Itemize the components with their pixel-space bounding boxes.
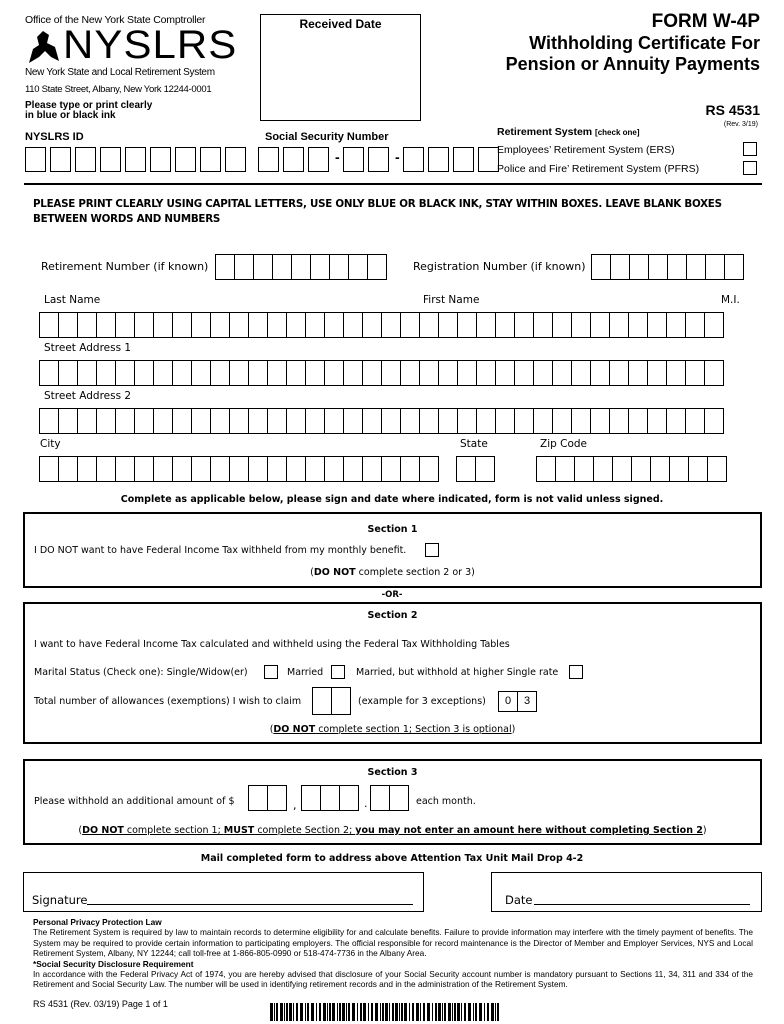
amount-hundreds-boxes[interactable]	[301, 785, 358, 811]
type-hint-2: in blue or black ink	[25, 110, 116, 121]
street-1-label: Street Address 1	[44, 342, 132, 354]
retirement-number-label: Retirement Number (if known)	[41, 260, 209, 273]
date-box[interactable]	[491, 872, 762, 912]
privacy-text: The Retirement System is required by law to maintain records to determine eligibility for and calculate benefits. Failure to provide information may interfere with the timely payment of benefits. The System may be required to provide certain information to participating employers. The official responsible for record maintenance is the Director of Member and Employer Services, NYS and Local Retirement System, Albany, NY 12244; call toll-free at 1-866-805-0990 or 518-474-7736 in the Albany Area.	[33, 927, 753, 959]
ssn-boxes[interactable]: - -	[258, 147, 503, 173]
example-label: (example for 3 exceptions)	[358, 696, 486, 707]
pfrs-label: Police and Fire’ Retirement System (PFRS)	[497, 163, 700, 175]
last-name-label: Last Name	[44, 294, 101, 306]
form-title: FORM W-4P	[651, 11, 760, 32]
amount-cents-boxes[interactable]	[370, 785, 408, 811]
state-boxes[interactable]	[456, 456, 494, 482]
marital-status-label: Marital Status (Check one): Single/Widow(er)	[34, 667, 248, 678]
section-1	[23, 512, 762, 588]
state-label: State	[460, 438, 488, 450]
form-subtitle-2: Pension or Annuity Payments	[505, 54, 760, 74]
nyslrs-logo	[25, 23, 238, 67]
registration-number-boxes[interactable]	[591, 254, 743, 280]
decimal-separator: .	[364, 797, 368, 810]
section-3-note: (DO NOT complete section 1; MUST complete Section 2; you may not enter an amount here without completing Section 2)	[78, 825, 707, 836]
mail-note: Mail completed form to address above Attention Tax Unit Mail Drop 4-2	[200, 853, 584, 864]
zip-label: Zip Code	[540, 438, 587, 450]
married-label: Married	[287, 667, 324, 678]
example-digit-2: 3	[517, 691, 537, 712]
ssn-disclosure-text: In accordance with the Federal Privacy Act of 1974, you are hereby advised that disclosure of your Social Security account number is mandatory pursuant to Sections 11, 34, 311 and 334 of the Retirement and Social Security Law. The number will be used in identifying retirement records and in the administration of the Retirement System.	[33, 969, 753, 990]
section-1-title: Section 1	[367, 524, 418, 535]
section-2	[23, 602, 762, 744]
retirement-number-boxes[interactable]	[215, 254, 386, 280]
section-2-title: Section 2	[367, 610, 418, 621]
ers-label: Employees’ Retirement System (ERS)	[497, 144, 675, 156]
pfrs-checkbox[interactable]	[743, 161, 757, 175]
single-checkbox[interactable]	[264, 665, 278, 679]
example-boxes	[498, 691, 536, 717]
logo-text: NYSLRS	[63, 23, 238, 67]
each-month-label: each month.	[416, 796, 476, 807]
date-line	[534, 904, 750, 905]
section-1-note: (DO NOT complete section 2 or 3)	[310, 567, 475, 578]
received-date-box	[260, 14, 421, 121]
form-number: RS 4531	[705, 102, 760, 118]
section-2-note: (DO NOT complete section 1; Section 3 is optional)	[269, 724, 516, 735]
married-checkbox[interactable]	[331, 665, 345, 679]
mi-label: M.I.	[721, 294, 740, 306]
section-1-text: I DO NOT want to have Federal Income Tax withheld from my monthly benefit.	[34, 545, 407, 556]
street-2-label: Street Address 2	[44, 390, 132, 402]
signature-line	[87, 904, 413, 905]
city-label: City	[40, 438, 61, 450]
nyslrs-id-boxes[interactable]	[25, 147, 250, 173]
example-digit-1: 0	[498, 691, 518, 712]
married-higher-checkbox[interactable]	[569, 665, 583, 679]
form-subtitle-1: Withholding Certificate For	[529, 33, 760, 53]
or-divider: -OR-	[381, 590, 403, 600]
city-boxes[interactable]	[39, 456, 438, 482]
zip-boxes[interactable]	[536, 456, 726, 482]
allowances-label: Total number of allowances (exemptions) I wish to claim	[34, 696, 302, 707]
date-label: Date	[505, 893, 533, 907]
privacy-section	[33, 917, 753, 990]
system-name: New York State and Local Retirement System	[25, 67, 215, 78]
instructions-line-2: BETWEEN WORDS AND NUMBERS	[33, 213, 221, 225]
section-3-text: Please withhold an additional amount of $	[34, 796, 235, 807]
header-divider	[24, 183, 762, 185]
instructions-line-1: PLEASE PRINT CLEARLY USING CAPITAL LETTERS, USE ONLY BLUE OR BLACK INK, STAY WITHIN BOXES. LEAVE BLANK BOXES	[33, 198, 722, 210]
ers-checkbox[interactable]	[743, 142, 757, 156]
section-2-text: I want to have Federal Income Tax calculated and withheld using the Federal Tax Withholding Tables	[34, 639, 510, 650]
footer-form-id: RS 4531 (Rev. 03/19) Page 1 of 1	[33, 999, 168, 1009]
statue-icon	[25, 27, 65, 65]
married-higher-label: Married, but withhold at higher Single rate	[356, 667, 559, 678]
office-label: Office of the New York State Comptroller	[25, 14, 206, 26]
section-3	[23, 759, 762, 845]
address: 110 State Street, Albany, New York 12244-0001	[25, 84, 212, 95]
complete-note: Complete as applicable below, please sign and date where indicated, form is not valid unless signed.	[120, 494, 664, 505]
retirement-system-label: Retirement System [check one]	[497, 126, 640, 138]
type-hint-1: Please type or print clearly	[25, 100, 153, 111]
ssn-disclosure-title: *Social Security Disclosure Requirement	[33, 958, 194, 969]
street-1-boxes[interactable]	[39, 360, 723, 386]
nyslrs-id-label: NYSLRS ID	[25, 131, 84, 143]
received-date-label: Received Date	[299, 17, 382, 31]
first-name-label: First Name	[423, 294, 480, 306]
section-3-title: Section 3	[367, 767, 418, 778]
section-1-checkbox[interactable]	[425, 543, 439, 557]
signature-box[interactable]	[23, 872, 424, 912]
allowances-boxes[interactable]	[312, 687, 350, 713]
comma-separator: ,	[293, 799, 297, 812]
ssn-label: Social Security Number	[265, 131, 389, 143]
street-2-boxes[interactable]	[39, 408, 723, 434]
registration-number-label: Registration Number (if known)	[413, 260, 586, 273]
name-boxes[interactable]	[39, 312, 723, 338]
revision: (Rev. 3/19)	[723, 121, 758, 128]
privacy-title: Personal Privacy Protection Law	[33, 917, 162, 927]
amount-thousands-boxes[interactable]	[248, 785, 286, 811]
signature-label: Signature	[32, 893, 88, 907]
barcode	[270, 1003, 502, 1021]
